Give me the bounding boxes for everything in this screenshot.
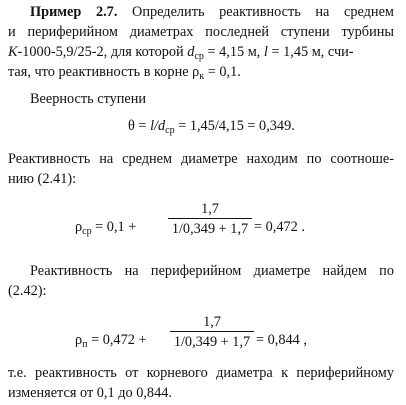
example-line-4: тая, что реактивность в корне $\rho_к = 0,1$. <box>8 64 241 82</box>
mean-text-2: нию (2.41): <box>8 171 77 187</box>
mean-numerator: 1,7 <box>201 201 219 217</box>
fan-label: Веерность ступени <box>30 91 147 107</box>
example-line-1: Пример 2.7. Определить реактивность на среднем <box>30 4 394 20</box>
periph-text-1: Реактивность на периферийном диаметре найдем по <box>30 263 394 279</box>
example-line-2: и периферийном диаметрах последней ступени турбины <box>8 24 394 40</box>
periph-fraction <box>170 314 254 350</box>
fraction-bar <box>170 331 254 332</box>
example-title: Пример 2.7. <box>30 4 118 20</box>
mean-text-1: Реактивность на среднем диаметре находим по соотноше- <box>8 151 394 167</box>
periph-formula-lhs: $\rho_п = 0,472$ + <box>75 332 147 350</box>
periph-denominator: 1/0,349 + 1,7 <box>173 334 251 350</box>
periph-result: = 0,844 , <box>256 332 307 348</box>
periph-text-2: (2.42): <box>8 283 47 299</box>
mean-formula-lhs: $\rho_{ср} = 0,1$ + <box>75 219 137 237</box>
mean-fraction <box>168 201 252 237</box>
example-line-3: К-1000-5,9/25-2, для которой $d_{ср} = 4,15$ м, l = 1,45 м, счи- <box>8 44 354 62</box>
conclusion-line-2: изменяется от 0,1 до 0,844. <box>8 385 172 401</box>
periph-numerator: 1,7 <box>203 314 221 330</box>
mean-result: = 0,472 . <box>254 219 305 235</box>
conclusion-line-1: т.е. реактивность от корневого диаметра к периферийному <box>8 365 394 381</box>
fraction-bar <box>168 218 252 219</box>
mean-denominator: 1/0,349 + 1,7 <box>171 221 249 237</box>
fan-formula: $\theta = l/d_{ср} = 1,45/4,15 = 0,349$. <box>128 118 295 136</box>
